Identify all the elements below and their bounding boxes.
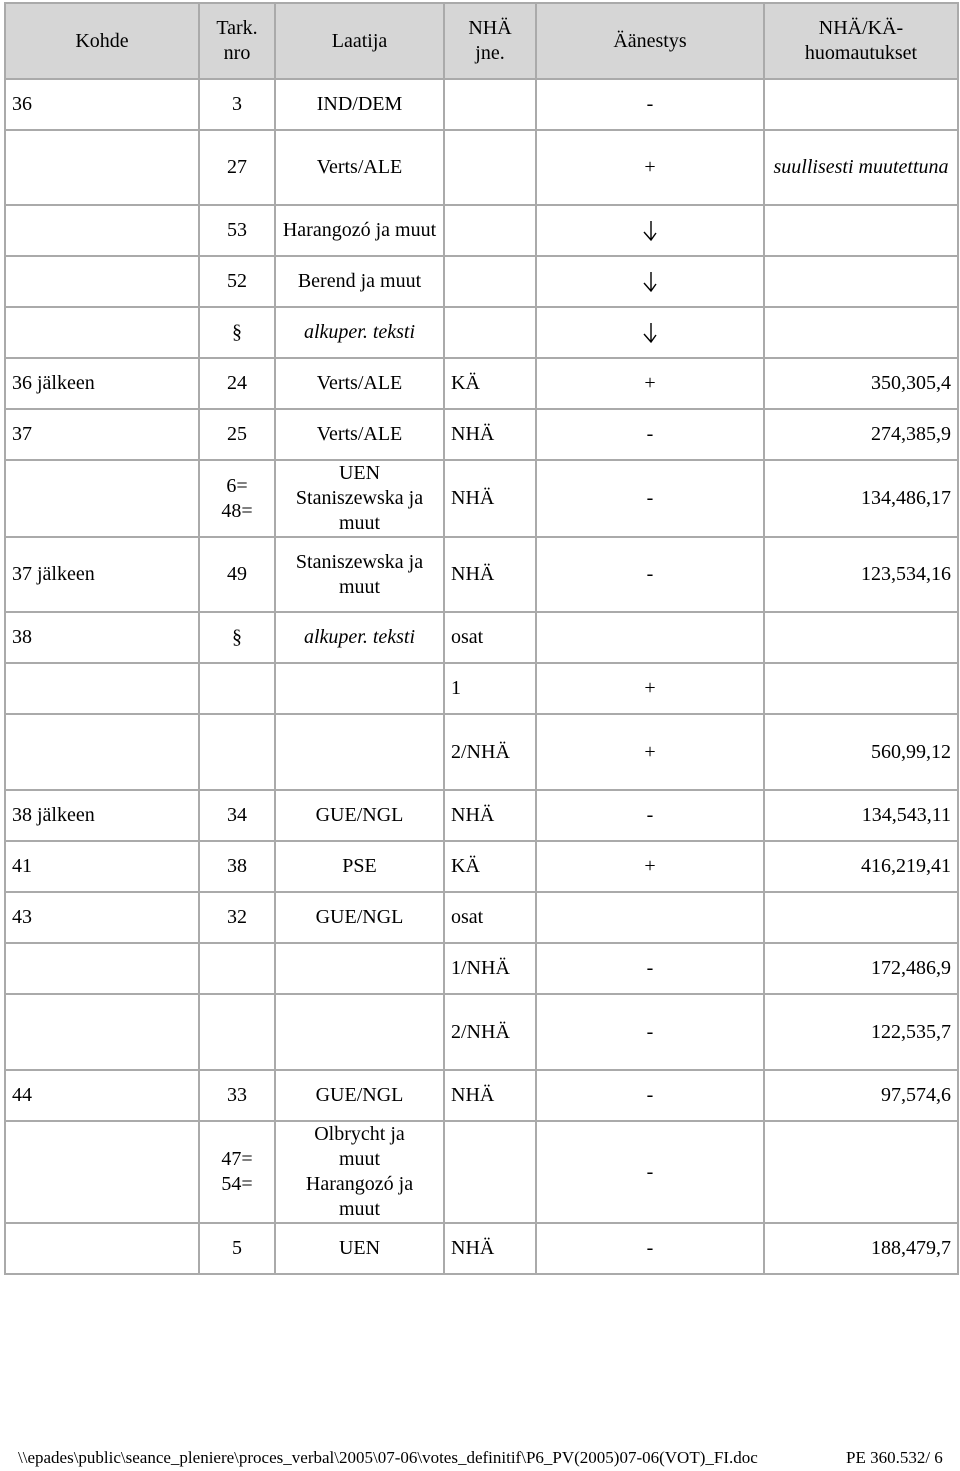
cell-content xyxy=(12,371,95,396)
votes-table xyxy=(4,2,959,1275)
author-cell: IND/DEM xyxy=(275,79,444,130)
subject-cell xyxy=(5,256,199,307)
remarks-cell xyxy=(764,79,958,130)
table-row xyxy=(5,460,958,537)
amendment-no-cell: 49 xyxy=(199,537,275,612)
section-sign-icon xyxy=(0,803,6,828)
cell-content xyxy=(12,905,32,930)
vote-cell: - xyxy=(536,409,764,460)
vote-cell xyxy=(536,205,764,256)
table-row xyxy=(5,994,958,1070)
subject-cell xyxy=(5,409,199,460)
remarks-cell xyxy=(764,205,958,256)
roll-call-cell: 2/NHÄ xyxy=(444,994,536,1070)
vote-cell: - xyxy=(536,1121,764,1223)
author-cell: Harangozó ja muut xyxy=(275,205,444,256)
subject-cell xyxy=(5,714,199,790)
subject-cell xyxy=(5,460,199,537)
table-row xyxy=(5,892,958,943)
subject-cell xyxy=(5,663,199,714)
col-header-subject: Kohde xyxy=(5,3,199,79)
vote-cell: - xyxy=(536,1223,764,1274)
author-cell: Olbrycht ja muut Harangozó ja muut xyxy=(275,1121,444,1223)
table-row xyxy=(5,205,958,256)
vote-cell xyxy=(536,892,764,943)
arrow-down-icon xyxy=(642,271,658,293)
vote-cell: - xyxy=(536,1070,764,1121)
roll-call-cell: 2/NHÄ xyxy=(444,714,536,790)
table-row xyxy=(5,714,958,790)
remarks-cell xyxy=(764,892,958,943)
vote-cell: - xyxy=(536,790,764,841)
roll-call-cell: KÄ xyxy=(444,358,536,409)
roll-call-cell: 1/NHÄ xyxy=(444,943,536,994)
roll-call-cell: 1 xyxy=(444,663,536,714)
col-header-roll-call: NHÄ jne. xyxy=(444,3,536,79)
amendment-no-cell: 52 xyxy=(199,256,275,307)
author-cell: GUE/NGL xyxy=(275,790,444,841)
author-cell: Verts/ALE xyxy=(275,130,444,205)
remarks-cell xyxy=(764,663,958,714)
author-cell: GUE/NGL xyxy=(275,1070,444,1121)
table-row xyxy=(5,409,958,460)
roll-call-cell: osat xyxy=(444,892,536,943)
section-sign-icon xyxy=(0,92,6,117)
subject-cell xyxy=(5,537,199,612)
remarks-cell: 350,305,4 xyxy=(764,358,958,409)
subject-cell xyxy=(5,130,199,205)
table-row xyxy=(5,79,958,130)
col-header-amendment-no: Tark. nro xyxy=(199,3,275,79)
col-header-vote: Äänestys xyxy=(536,3,764,79)
col-header-remarks: NHÄ/KÄ- huomautukset xyxy=(764,3,958,79)
remarks-cell: 274,385,9 xyxy=(764,409,958,460)
amendment-no-cell: 3 xyxy=(199,79,275,130)
author-cell: Verts/ALE xyxy=(275,409,444,460)
roll-call-cell: osat xyxy=(444,612,536,663)
document-reference: PE 360.532/ 6 xyxy=(846,1448,943,1467)
subject-cell xyxy=(5,307,199,358)
amendment-no-cell: 25 xyxy=(199,409,275,460)
cell-text: 38 xyxy=(12,626,32,648)
subject-cell xyxy=(5,358,199,409)
roll-call-cell: NHÄ xyxy=(444,1070,536,1121)
cell-text: 43 xyxy=(12,906,32,928)
amendment-no-cell: 47= 54= xyxy=(199,1121,275,1223)
table-row xyxy=(5,537,958,612)
roll-call-cell xyxy=(444,1121,536,1223)
author-cell xyxy=(275,663,444,714)
col-header-author: Laatija xyxy=(275,3,444,79)
cell-text: 38 jälkeen xyxy=(12,804,95,826)
amendment-no-cell xyxy=(199,612,275,663)
table-row xyxy=(5,1070,958,1121)
subject-cell xyxy=(5,79,199,130)
table-row xyxy=(5,663,958,714)
cell-text: 37 jälkeen xyxy=(12,563,95,585)
vote-cell: + xyxy=(536,663,764,714)
roll-call-cell xyxy=(444,130,536,205)
vote-cell: + xyxy=(536,841,764,892)
section-sign-icon xyxy=(0,371,6,396)
remarks-cell: 134,486,17 xyxy=(764,460,958,537)
vote-cell xyxy=(536,307,764,358)
amendment-no-cell: 32 xyxy=(199,892,275,943)
author-cell: UEN xyxy=(275,1223,444,1274)
vote-cell: - xyxy=(536,943,764,994)
roll-call-cell xyxy=(444,79,536,130)
author-cell xyxy=(275,994,444,1070)
roll-call-cell: NHÄ xyxy=(444,790,536,841)
arrow-down-icon xyxy=(642,322,658,344)
cell-text: 36 jälkeen xyxy=(12,372,95,394)
vote-cell: - xyxy=(536,460,764,537)
cell-content xyxy=(12,854,32,879)
subject-cell xyxy=(5,892,199,943)
remarks-cell xyxy=(764,307,958,358)
cell-content xyxy=(12,422,32,447)
author-cell: PSE xyxy=(275,841,444,892)
amendment-no-cell: 6= 48= xyxy=(199,460,275,537)
amendment-no-cell xyxy=(199,663,275,714)
table-row xyxy=(5,307,958,358)
vote-cell: - xyxy=(536,994,764,1070)
amendment-no-cell xyxy=(199,943,275,994)
remarks-cell: 122,535,7 xyxy=(764,994,958,1070)
remarks-cell: 97,574,6 xyxy=(764,1070,958,1121)
remarks-cell: 416,219,41 xyxy=(764,841,958,892)
vote-cell xyxy=(536,256,764,307)
cell-text: 37 xyxy=(12,423,32,445)
author-cell: alkuper. teksti xyxy=(275,307,444,358)
remarks-cell: 172,486,9 xyxy=(764,943,958,994)
remarks-cell: 560,99,12 xyxy=(764,714,958,790)
author-cell: UEN Staniszewska ja muut xyxy=(275,460,444,537)
amendment-no-cell xyxy=(199,994,275,1070)
amendment-no-cell: 27 xyxy=(199,130,275,205)
vote-cell: + xyxy=(536,130,764,205)
vote-cell: - xyxy=(536,79,764,130)
amendment-no-cell: 34 xyxy=(199,790,275,841)
table-row xyxy=(5,256,958,307)
roll-call-cell xyxy=(444,307,536,358)
cell-content xyxy=(12,92,32,117)
remarks-cell xyxy=(764,612,958,663)
amendment-no-cell xyxy=(199,714,275,790)
author-cell xyxy=(275,714,444,790)
vote-cell: - xyxy=(536,537,764,612)
cell-text: 41 xyxy=(12,855,32,877)
section-sign-icon: § xyxy=(232,321,242,343)
remarks-cell: 123,534,16 xyxy=(764,537,958,612)
vote-cell: + xyxy=(536,358,764,409)
table-row xyxy=(5,612,958,663)
subject-cell xyxy=(5,612,199,663)
table-row xyxy=(5,943,958,994)
amendment-no-cell: 33 xyxy=(199,1070,275,1121)
section-sign-icon xyxy=(0,562,6,587)
remarks-cell xyxy=(764,1121,958,1223)
remarks-cell: 188,479,7 xyxy=(764,1223,958,1274)
subject-cell xyxy=(5,205,199,256)
header-row xyxy=(5,3,958,79)
table-row xyxy=(5,1121,958,1223)
cell-text: 36 xyxy=(12,93,32,115)
section-sign-icon xyxy=(0,905,6,930)
table-row xyxy=(5,790,958,841)
subject-cell xyxy=(5,1121,199,1223)
author-cell: alkuper. teksti xyxy=(275,612,444,663)
subject-cell xyxy=(5,790,199,841)
subject-cell xyxy=(5,1223,199,1274)
remarks-cell: 134,543,11 xyxy=(764,790,958,841)
section-sign-icon xyxy=(0,1083,6,1108)
subject-cell xyxy=(5,841,199,892)
amendment-no-cell xyxy=(199,307,275,358)
cell-content xyxy=(12,1083,32,1108)
amendment-no-cell: 53 xyxy=(199,205,275,256)
cell-content xyxy=(12,803,95,828)
roll-call-cell: NHÄ xyxy=(444,1223,536,1274)
remarks-cell xyxy=(764,256,958,307)
arrow-down-icon xyxy=(642,220,658,242)
roll-call-cell: KÄ xyxy=(444,841,536,892)
amendment-no-cell: 24 xyxy=(199,358,275,409)
author-cell: Berend ja muut xyxy=(275,256,444,307)
roll-call-cell xyxy=(444,205,536,256)
section-sign-icon xyxy=(0,854,6,879)
author-cell: Verts/ALE xyxy=(275,358,444,409)
roll-call-cell: NHÄ xyxy=(444,460,536,537)
table-row xyxy=(5,358,958,409)
table-row xyxy=(5,841,958,892)
cell-content xyxy=(12,562,95,587)
subject-cell xyxy=(5,994,199,1070)
section-sign-icon xyxy=(0,422,6,447)
cell-content xyxy=(12,625,32,650)
author-cell: GUE/NGL xyxy=(275,892,444,943)
table-row xyxy=(5,1223,958,1274)
amendment-no-cell: 38 xyxy=(199,841,275,892)
amendment-no-cell: 5 xyxy=(199,1223,275,1274)
section-sign-icon xyxy=(0,625,6,650)
author-cell xyxy=(275,943,444,994)
vote-cell xyxy=(536,612,764,663)
roll-call-cell: NHÄ xyxy=(444,409,536,460)
table-row xyxy=(5,130,958,205)
roll-call-cell xyxy=(444,256,536,307)
cell-text: 44 xyxy=(12,1084,32,1106)
section-sign-icon: § xyxy=(232,626,242,648)
subject-cell xyxy=(5,943,199,994)
author-cell: Staniszewska ja muut xyxy=(275,537,444,612)
subject-cell xyxy=(5,1070,199,1121)
roll-call-cell: NHÄ xyxy=(444,537,536,612)
remarks-cell: suullisesti muutettuna xyxy=(764,130,958,205)
document-path: \\epades\public\seance_pleniere\proces_verbal\2005\07-06\votes_definitif\P6_PV(2005)07-06(VOT)_FI.doc xyxy=(18,1448,758,1467)
vote-cell: + xyxy=(536,714,764,790)
